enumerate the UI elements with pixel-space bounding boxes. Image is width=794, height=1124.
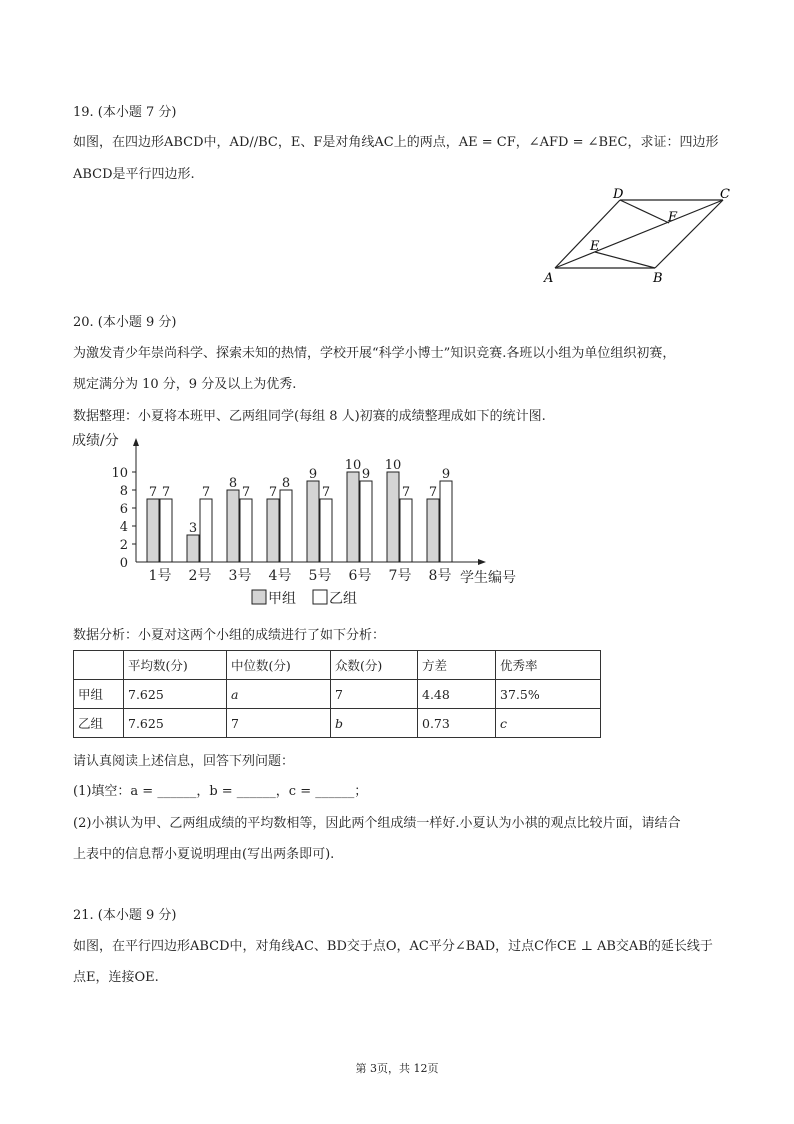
bar-value-label: 8 bbox=[281, 476, 291, 491]
chart-ylabel: 成绩/分 bbox=[72, 433, 119, 449]
y-tick-label: 6 bbox=[119, 502, 128, 517]
y-tick-label: 8 bbox=[119, 484, 128, 499]
legend-label: 甲组 bbox=[268, 591, 296, 607]
bar-value-label: 7 bbox=[201, 485, 211, 500]
q19-text-line1: 如图，在四边形ABCD中，AD//BC，E、F是对角线AC上的两点，AE = CF，∠AFD = ∠BEC，求证：四边形 bbox=[73, 135, 719, 150]
x-tick-label: 5号 bbox=[308, 568, 332, 584]
x-tick-label: 8号 bbox=[428, 568, 452, 584]
bar-value-label: 8 bbox=[228, 476, 238, 491]
x-tick-label: 1号 bbox=[148, 568, 172, 584]
q20-sub1: (1)填空：a = ______，b = ______，c = ______； bbox=[73, 784, 368, 799]
table-row bbox=[74, 709, 601, 738]
y-tick-label: 4 bbox=[119, 520, 128, 535]
y-tick-label: 10 bbox=[111, 466, 128, 481]
bar-value-label: 10 bbox=[384, 458, 402, 473]
bar-value-label: 9 bbox=[308, 467, 318, 482]
q19-heading: 19. (本小题 7 分) bbox=[73, 105, 177, 120]
label-A: A bbox=[544, 271, 554, 286]
table-cell: 乙组 bbox=[74, 709, 124, 738]
table-cell: 7.625 bbox=[124, 680, 227, 709]
table-cell: 37.5% bbox=[496, 680, 601, 709]
bar bbox=[400, 499, 412, 562]
bar-value-label: 7 bbox=[321, 485, 331, 500]
table-header-cell: 方差 bbox=[418, 651, 496, 680]
legend-swatch bbox=[252, 590, 266, 604]
q20-para3: 数据分析：小夏对这两个小组的成绩进行了如下分析： bbox=[73, 628, 386, 643]
q19-parallelogram-figure bbox=[535, 184, 735, 288]
bar bbox=[440, 481, 452, 562]
bar bbox=[240, 499, 252, 562]
table-header-cell bbox=[74, 651, 124, 680]
bar-value-label: 7 bbox=[148, 485, 158, 500]
table-header-cell: 平均数(分) bbox=[124, 651, 227, 680]
y-tick-label: 2 bbox=[119, 538, 128, 553]
table-cell: 甲组 bbox=[74, 680, 124, 709]
bar bbox=[160, 499, 172, 562]
score-bar-chart bbox=[70, 432, 540, 612]
bar bbox=[320, 499, 332, 562]
table-cell: 4.48 bbox=[418, 680, 496, 709]
bar bbox=[267, 499, 279, 562]
bar bbox=[227, 490, 239, 562]
q19-text-line2: ABCD是平行四边形. bbox=[73, 167, 195, 182]
table-cell: 7.625 bbox=[124, 709, 227, 738]
table-header-cell: 众数(分) bbox=[331, 651, 418, 680]
legend-swatch bbox=[313, 590, 327, 604]
legend-label: 乙组 bbox=[329, 591, 357, 607]
bar bbox=[360, 481, 372, 562]
q20-para1-line2: 规定满分为 10 分，9 分及以上为优秀. bbox=[73, 377, 297, 392]
label-F: F bbox=[668, 210, 678, 225]
table-cell: b bbox=[331, 709, 418, 738]
bar-value-label: 9 bbox=[441, 467, 451, 482]
label-E: E bbox=[590, 239, 600, 254]
bar bbox=[280, 490, 292, 562]
chart-xlabel: 学生编号 bbox=[460, 570, 516, 586]
q20-para1-line1: 为激发青少年崇尚科学、探索未知的热情，学校开展“科学小博士”知识竞赛.各班以小组为单位组织初赛， bbox=[73, 346, 676, 361]
q21-text-line2: 点E，连接OE. bbox=[73, 970, 159, 985]
table-cell: 0.73 bbox=[418, 709, 496, 738]
x-axis-arrow-icon bbox=[478, 559, 486, 565]
q20-para2: 数据整理：小夏将本班甲、乙两组同学(每组 8 人)初赛的成绩整理成如下的统计图. bbox=[73, 409, 546, 424]
bar bbox=[387, 472, 399, 562]
bar-value-label: 10 bbox=[344, 458, 362, 473]
bar bbox=[147, 499, 159, 562]
table-header-cell: 优秀率 bbox=[496, 651, 601, 680]
y-axis-arrow-icon bbox=[133, 438, 139, 446]
bar-value-label: 7 bbox=[161, 485, 171, 500]
table-row bbox=[74, 680, 601, 709]
q20-heading: 20. (本小题 9 分) bbox=[73, 315, 177, 330]
x-tick-label: 7号 bbox=[388, 568, 412, 584]
bar-value-label: 7 bbox=[268, 485, 278, 500]
page-footer: 第 3页，共 12页 bbox=[355, 1062, 439, 1075]
bar-value-label: 7 bbox=[401, 485, 411, 500]
label-C: C bbox=[720, 187, 730, 202]
q20-prompt: 请认真阅读上述信息，回答下列问题： bbox=[73, 754, 295, 769]
bar-value-label: 7 bbox=[241, 485, 251, 500]
bar bbox=[427, 499, 439, 562]
x-tick-label: 3号 bbox=[228, 568, 252, 584]
q21-text-line1: 如图，在平行四边形ABCD中，对角线AC、BD交于点O，AC平分∠BAD，过点C作CE ⊥ AB交AB的延长线于 bbox=[73, 939, 713, 954]
x-tick-label: 6号 bbox=[348, 568, 372, 584]
bar bbox=[187, 535, 199, 562]
label-D: D bbox=[613, 187, 624, 202]
bar bbox=[307, 481, 319, 562]
x-tick-label: 4号 bbox=[268, 568, 292, 584]
table-cell: c bbox=[496, 709, 601, 738]
table-cell: 7 bbox=[227, 709, 331, 738]
statistics-table bbox=[73, 650, 601, 738]
y-tick-label: 0 bbox=[119, 556, 128, 571]
table-header-row bbox=[74, 651, 601, 680]
bar-value-label: 9 bbox=[361, 467, 371, 482]
q20-sub2-line1: (2)小祺认为甲、乙两组成绩的平均数相等，因此两个组成绩一样好.小夏认为小祺的观点比较片面，请结合 bbox=[73, 816, 681, 831]
table-cell: 7 bbox=[331, 680, 418, 709]
bar bbox=[200, 499, 212, 562]
bar bbox=[347, 472, 359, 562]
table-cell: a bbox=[227, 680, 331, 709]
q21-heading: 21. (本小题 9 分) bbox=[73, 908, 177, 923]
label-B: B bbox=[653, 271, 663, 286]
bar-value-label: 3 bbox=[188, 521, 198, 536]
table-header-cell: 中位数(分) bbox=[227, 651, 331, 680]
x-tick-label: 2号 bbox=[188, 568, 212, 584]
bar-value-label: 7 bbox=[428, 485, 438, 500]
q20-sub2-line2: 上表中的信息帮小夏说明理由(写出两条即可). bbox=[73, 847, 335, 862]
